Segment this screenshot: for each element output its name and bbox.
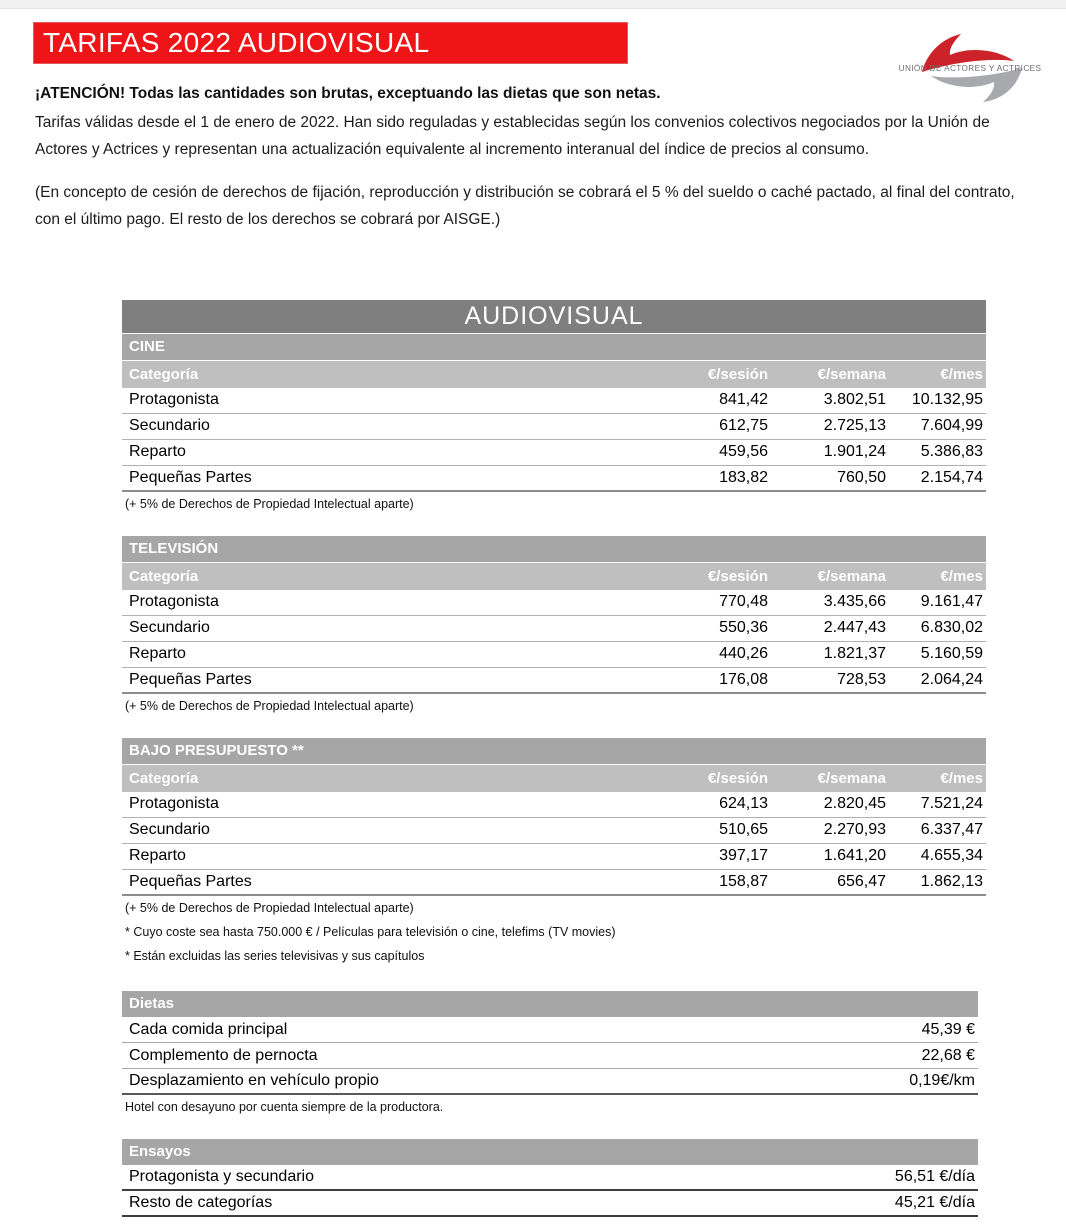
per-month-cell: 6.337,47: [920, 821, 983, 838]
per-session-cell: 459,56: [719, 443, 768, 460]
table-row: [122, 870, 986, 896]
union-de-actores-logo: [898, 30, 1043, 102]
category-cell: Secundario: [129, 619, 210, 636]
per-month-cell: 4.655,34: [920, 847, 983, 864]
section-header-television: TELEVISIÓN: [122, 536, 986, 562]
rights-paragraph: (En concepto de cesión de derechos de fijación, reproducción y distribución se cobrará el 5 % del sueldo o caché pactado, al final del contrato, con el último pago. El resto de los derechos se cobrará por AISGE.): [35, 184, 1015, 228]
ensayos-table: [122, 1139, 978, 1217]
per-week-cell: 2.820,45: [823, 795, 886, 812]
dietas-label: Desplazamiento en vehículo propio: [129, 1072, 379, 1089]
table-row: [122, 440, 986, 466]
per-session-cell: 176,08: [719, 671, 768, 688]
per-week-cell: 1.641,20: [823, 847, 886, 864]
ensayos-row: [122, 1165, 978, 1191]
per-month-cell: 6.830,02: [920, 619, 983, 636]
section-header-bajo-presupuesto: BAJO PRESUPUESTO **: [122, 738, 986, 764]
dietas-row: [122, 1043, 978, 1069]
table-row: [122, 844, 986, 870]
category-cell: Pequeñas Partes: [129, 469, 252, 486]
per-session-cell: 440,26: [719, 645, 768, 662]
intro-text-block: [35, 85, 1037, 233]
column-header-row: [122, 361, 986, 388]
per-session-cell: 624,13: [719, 795, 768, 812]
per-session-cell: 550,36: [719, 619, 768, 636]
category-cell: Secundario: [129, 417, 210, 434]
per-week-cell: 3.802,51: [823, 391, 886, 408]
column-header-month: €/mes: [940, 568, 983, 585]
title-banner: TARIFAS 2022 AUDIOVISUAL: [33, 22, 628, 64]
per-session-cell: 183,82: [719, 469, 768, 486]
per-month-cell: 1.862,13: [920, 873, 983, 890]
footnote: (+ 5% de Derechos de Propiedad Intelectual aparte): [125, 497, 414, 511]
column-header-week: €/semana: [817, 568, 886, 585]
dietas-label: Complemento de pernocta: [129, 1046, 318, 1064]
table-row: [122, 616, 986, 642]
category-cell: Protagonista: [129, 391, 219, 408]
column-header-week: €/semana: [817, 770, 886, 787]
section-header-cine: CINE: [122, 334, 986, 360]
logo-swoosh-icon: [898, 30, 1043, 102]
per-month-cell: 5.160,59: [920, 645, 983, 662]
per-week-cell: 728,53: [837, 671, 886, 688]
per-month-cell: 2.064,24: [920, 671, 983, 688]
column-header-month: €/mes: [940, 366, 983, 383]
footnote: (+ 5% de Derechos de Propiedad Intelectual aparte): [125, 901, 414, 915]
ensayos-header: Ensayos: [122, 1139, 978, 1165]
ensayos-value: 45,21 €/día: [894, 1194, 975, 1211]
table-row: [122, 642, 986, 668]
per-session-cell: 612,75: [719, 417, 768, 434]
column-header-session: €/sesión: [707, 366, 768, 383]
column-header-category: Categoría: [129, 366, 199, 383]
audiovisual-table: [122, 300, 986, 964]
category-cell: Reparto: [129, 443, 186, 460]
column-header-week: €/semana: [817, 366, 886, 383]
category-cell: Pequeñas Partes: [129, 671, 252, 688]
dietas-value: 22,68 €: [921, 1046, 975, 1064]
per-week-cell: 2.447,43: [823, 619, 886, 636]
footnote: * Cuyo coste sea hasta 750.000 € / Películas para televisión o cine, telefims (TV movies): [125, 925, 616, 939]
category-cell: Protagonista: [129, 593, 219, 610]
per-month-cell: 7.604,99: [920, 417, 983, 434]
per-week-cell: 2.270,93: [823, 821, 886, 838]
per-session-cell: 397,17: [719, 847, 768, 864]
per-session-cell: 510,65: [719, 821, 768, 838]
column-header-month: €/mes: [940, 770, 983, 787]
column-header-session: €/sesión: [707, 770, 768, 787]
per-week-cell: 760,50: [837, 469, 886, 486]
column-header-session: €/sesión: [707, 568, 768, 585]
table-row: [122, 388, 986, 414]
per-week-cell: 1.901,24: [823, 443, 886, 460]
table-title: AUDIOVISUAL: [122, 300, 986, 333]
column-header-category: Categoría: [129, 568, 199, 585]
table-row: [122, 466, 986, 492]
category-cell: Protagonista: [129, 795, 219, 812]
table-row: [122, 668, 986, 694]
per-month-cell: 10.132,95: [911, 391, 983, 408]
footnote: Hotel con desayuno por cuenta siempre de la productora.: [125, 1100, 444, 1114]
dietas-value: 45,39 €: [921, 1020, 975, 1038]
per-month-cell: 5.386,83: [920, 443, 983, 460]
column-header-category: Categoría: [129, 770, 199, 787]
per-month-cell: 7.521,24: [920, 795, 983, 812]
table-row: [122, 818, 986, 844]
per-session-cell: 158,87: [719, 873, 768, 890]
category-cell: Reparto: [129, 645, 186, 662]
dietas-label: Cada comida principal: [129, 1020, 288, 1038]
per-week-cell: 3.435,66: [823, 593, 886, 610]
attention-note: ¡ATENCIÓN! Todas las cantidades son brutas, exceptuando las dietas que son netas.: [35, 85, 661, 102]
per-week-cell: 1.821,37: [823, 645, 886, 662]
column-header-row: [122, 563, 986, 590]
dietas-row: [122, 1069, 978, 1095]
per-month-cell: 9.161,47: [920, 593, 983, 610]
ensayos-row: [122, 1191, 978, 1217]
page-top-edge: [0, 0, 1066, 9]
category-cell: Reparto: [129, 847, 186, 864]
footnote: (+ 5% de Derechos de Propiedad Intelectual aparte): [125, 699, 414, 713]
table-row: [122, 414, 986, 440]
logo-text: UNIÓN DE ACTORES Y ACTRICES: [898, 64, 1042, 73]
ensayos-value: 56,51 €/día: [894, 1168, 975, 1185]
dietas-table: [122, 991, 978, 1114]
table-row: [122, 792, 986, 818]
footnote: * Están excluidas las series televisivas y sus capítulos: [125, 949, 425, 963]
dietas-row: [122, 1017, 978, 1043]
per-session-cell: 770,48: [719, 593, 768, 610]
per-week-cell: 2.725,13: [823, 417, 886, 434]
category-cell: Pequeñas Partes: [129, 873, 252, 890]
intro-paragraph: Tarifas válidas desde el 1 de enero de 2022. Han sido reguladas y establecidas según los convenios colectivos negociados por la Unión de Actores y Actrices y representan una actualización equivalente al incremento interanual del índice de precios al consumo.: [35, 114, 990, 158]
ensayos-label: Protagonista y secundario: [129, 1168, 314, 1185]
dietas-header: Dietas: [122, 991, 978, 1017]
dietas-value: 0,19€/km: [909, 1072, 975, 1089]
category-cell: Secundario: [129, 821, 210, 838]
table-row: [122, 590, 986, 616]
column-header-row: [122, 765, 986, 792]
per-session-cell: 841,42: [719, 391, 768, 408]
per-week-cell: 656,47: [837, 873, 886, 890]
per-month-cell: 2.154,74: [920, 469, 983, 486]
ensayos-label: Resto de categorías: [129, 1194, 273, 1211]
